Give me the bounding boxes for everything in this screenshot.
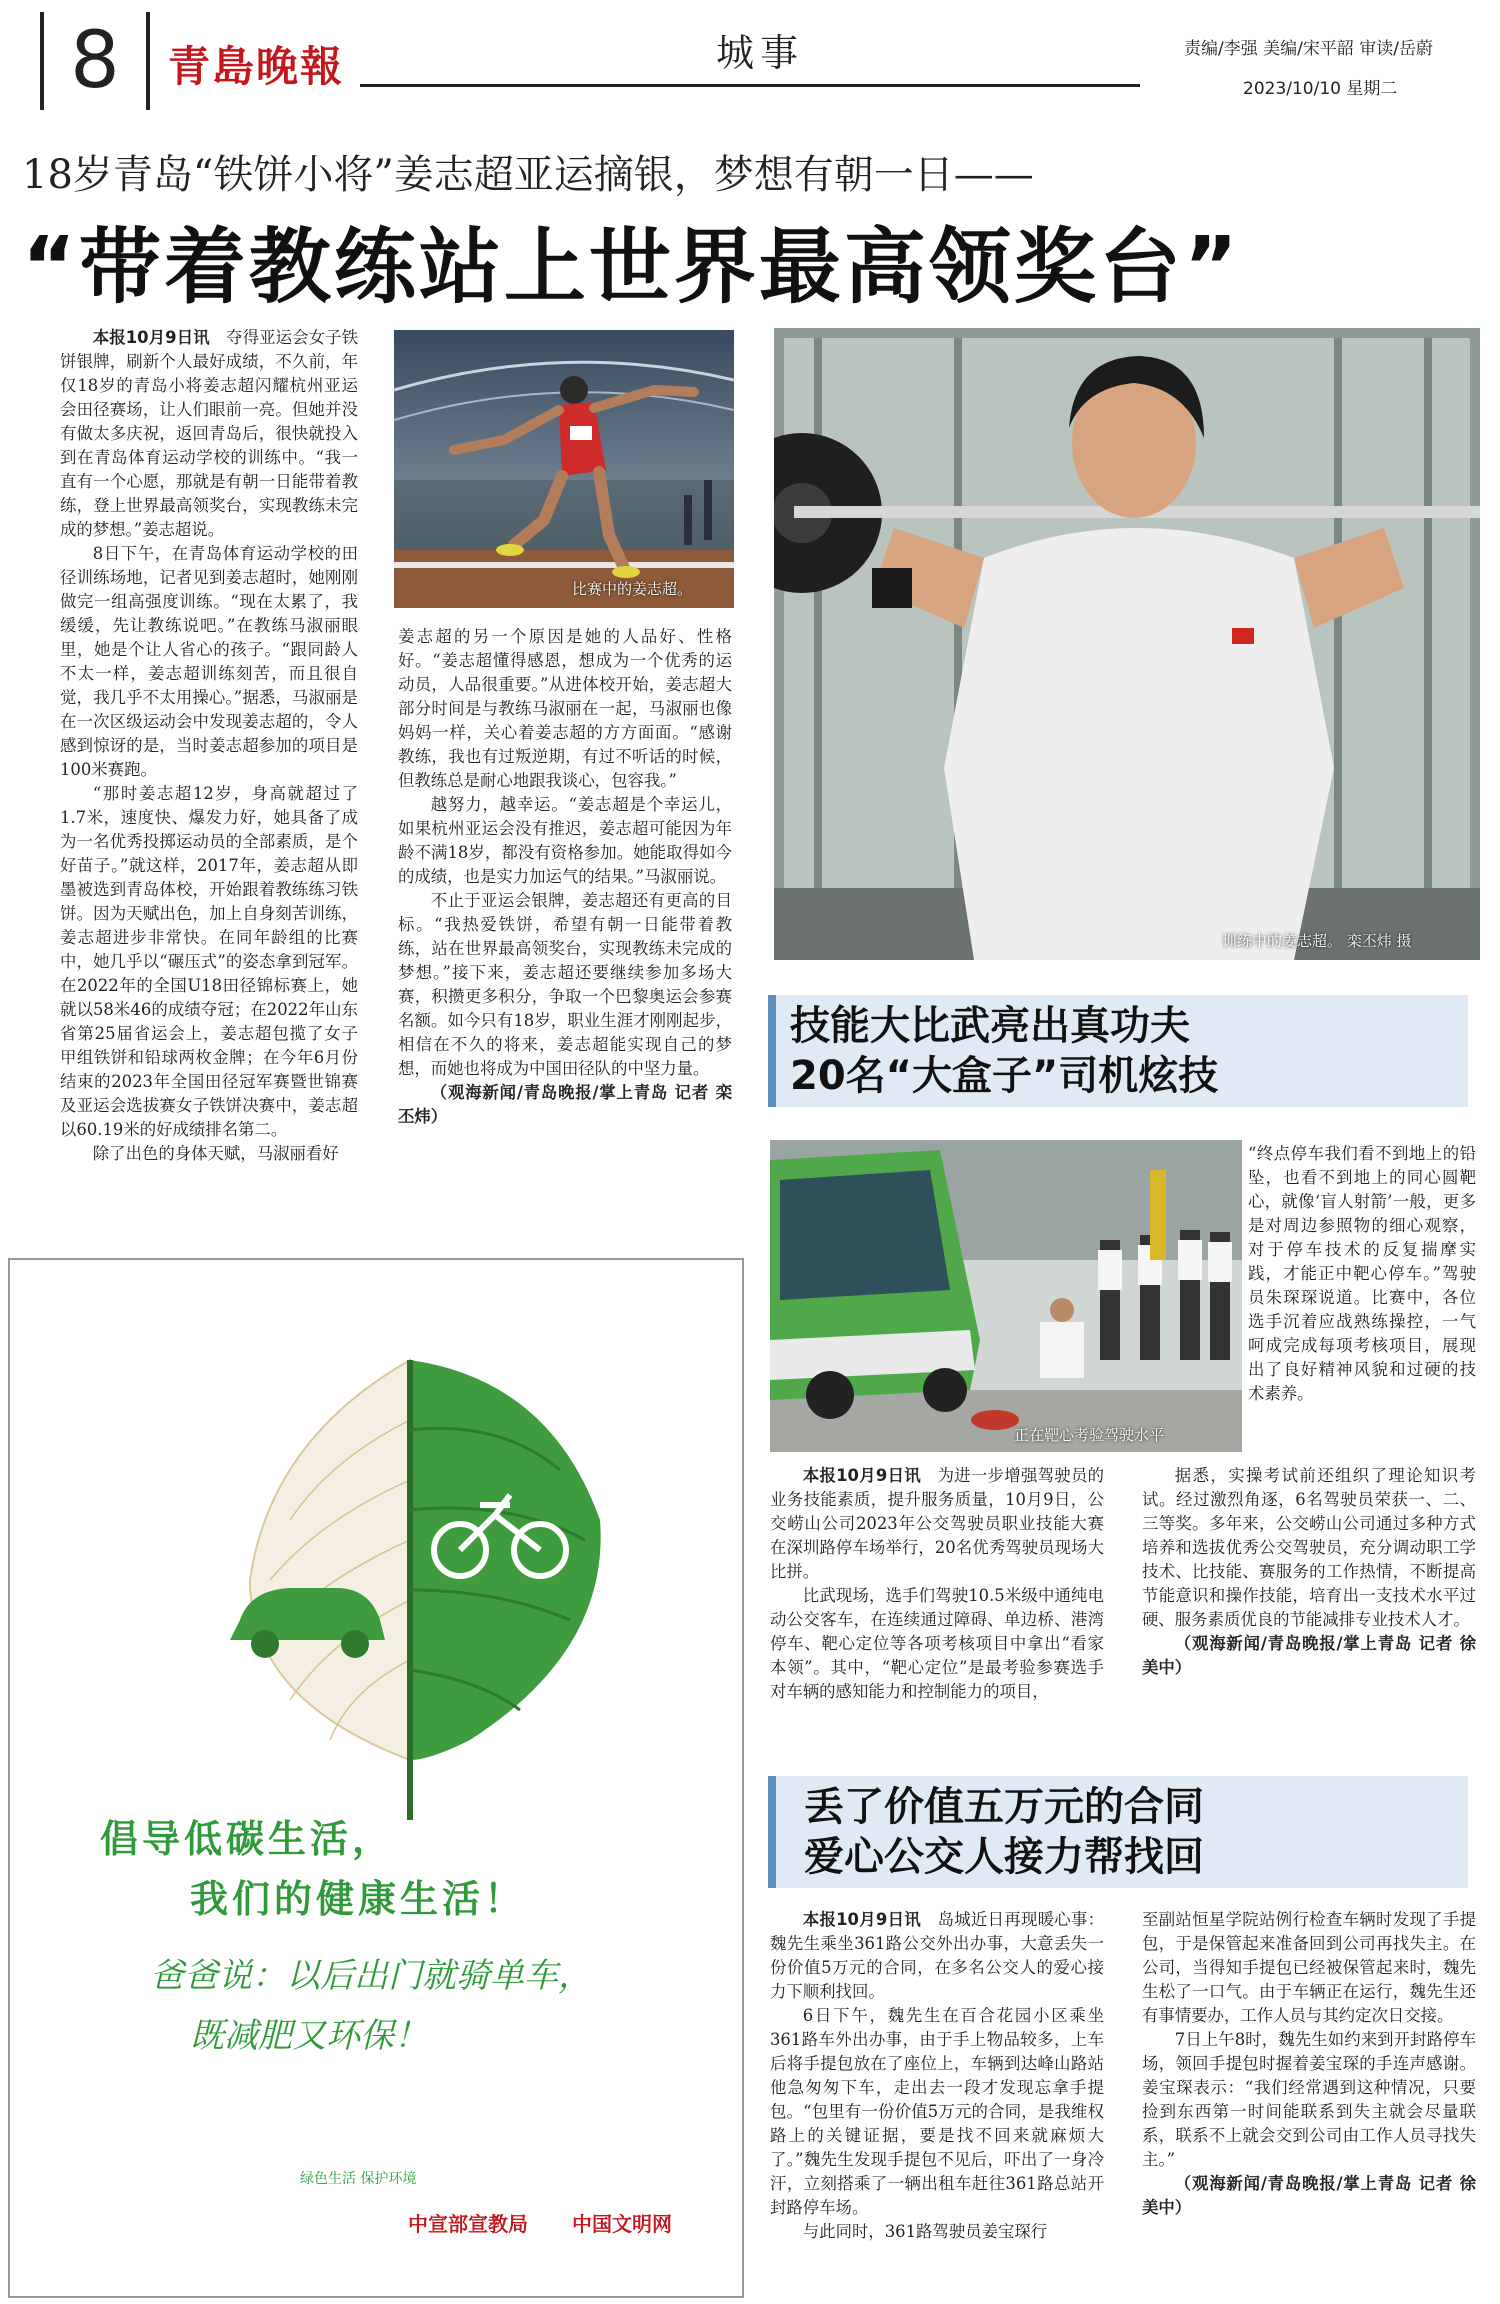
story1-column-2 — [398, 625, 732, 1241]
story2-title-line1: 技能大比武亮出真功夫 — [790, 1003, 1190, 1049]
photo-bus-competition — [770, 1140, 1242, 1452]
story2-lead: 本报10月9日讯 — [802, 1466, 921, 1485]
story1-paragraph: 8日下午，在青岛体育运动学校的田径训练场地，记者见到姜志超时，她刚刚做完一组高强度训练。“现在太累了，我缓缓，先让教练说吧。”在教练马淑丽眼里，她是个让人省心的孩子。“跟同龄人不太一样，姜志超训练刻苦，而且很自觉，我几乎不太用操心。”据悉，马淑丽是在一次区级运动会中发现姜志超的，令人感到惊讶的是，当时姜志超参加的项目是100米赛跑。 — [60, 544, 358, 779]
story3-paragraph: 7日上午8时，魏先生如约来到开封路停车场，领回手提包时握着姜宝琛的手连声感谢。姜宝琛表示：“我们经常遇到这种情况，只要捡到东西第一时间能联系到失主就会尽量联系，联系不上就会交到公司由工作人员寻找失主。” — [1142, 2030, 1476, 2169]
story1-paragraph: 夺得亚运会女子铁饼银牌，刷新个人最好成绩，不久前，年仅18岁的青岛小将姜志超闪耀杭州亚运会田径赛场，让人们眼前一亮。但她并没有做太多庆祝，返回青岛后，很快就投入到在青岛体育运动学校的训练中。“我一直有一个心愿，那就是有朝一日能带着教练，登上世界最高领奖台，实现教练未完成的梦想。”姜志超说。 — [60, 328, 358, 539]
public-service-ad — [8, 1258, 744, 2298]
story2-byline: （观海新闻/青岛晚报/掌上青岛 记者 徐美中） — [1142, 1634, 1476, 1677]
story2-paragraph: “终点停车我们看不到地上的铅坠，也看不到地上的同心圆靶心，就像‘盲人射箭’一般，更多是对周边参照物的细心观察，对于停车技术的反复揣摩实践，才能正中靶心停车。”驾驶员朱琛琛说道。比赛中，各位选手沉着应战熟练操控，一气呵成完成每项考核项目，展现出了良好精神风貌和过硬的技术素养。 — [1248, 1144, 1476, 1403]
discus-photo-illustration — [394, 330, 734, 608]
story2-paragraph: 为进一步增强驾驶员的业务技能素质，提升服务质量，10月9日，公交崂山公司2023年公交驾驶员职业技能大赛在深圳路停车场举行，20名优秀驾驶员现场大比拼。 — [770, 1466, 1104, 1581]
ad-small-text: 绿色生活 保护环境 — [300, 2171, 417, 2187]
story3-paragraph: 至副站恒星学院站例行检查车辆时发现了手提包，于是保管起来准备回到公司再找失主。在公司，当得知手提包已经被保管起来时，魏先生松了一口气。由于车辆正在运行，魏先生还有事情要办，工作人员与其约定次日交接。 — [1142, 1910, 1476, 2025]
story2-title-line2: 20名“大盒子”司机炫技 — [790, 1053, 1219, 1099]
story2-headline-box — [768, 995, 1468, 1107]
story3-paragraph: 岛城近日再现暖心事：魏先生乘坐361路公交外出办事，大意丢失一份价值5万元的合同，在多名公交人的爱心接力下顺利找回。 — [770, 1910, 1104, 2001]
story1-paragraph: 姜志超的另一个原因是她的人品好、性格好。“姜志超懂得感恩，想成为一个优秀的运动员，人品很重要。”从进体校开始，姜志超大部分时间是与教练马淑丽在一起，马淑丽也像妈妈一样，关心着姜志超的方方面面。“感谢教练，我也有过叛逆期，有过不听话的时候，但教练总是耐心地跟我谈心，包容我。” — [398, 627, 732, 790]
ad-organization-1: 中宣部宣教局 — [408, 2212, 528, 2236]
newspaper-logo: 青島晚報 — [168, 42, 345, 91]
story3-paragraph: 与此同时，361路驾驶员姜宝琛行 — [802, 2222, 1048, 2241]
ad-organization-2: 中国文明网 — [572, 2212, 672, 2236]
editors-credit: 责编/李强 美编/宋平韶 审读/岳蔚 — [1184, 39, 1433, 59]
bus-photo-illustration — [770, 1140, 1242, 1452]
story2-paragraph: 比武现场，选手们驾驶10.5米级中通纯电动公交客车，在连续通过障碍、单边桥、港湾停车、靶心定位等各项考核项目中拿出“看家本领”。其中，“靶心定位”是最考验参赛选手对车辆的感知能力和控制能力的项目， — [770, 1586, 1104, 1701]
story3-column-right — [1142, 1908, 1476, 2296]
story2-paragraph: 据悉，实操考试前还组织了理论知识考试。经过激烈角逐，6名驾驶员荣获一、二、三等奖。多年来，公交崂山公司通过多种方式培养和选拔优秀公交驾驶员，充分调动职工学技术、比技能、赛服务的工作热情，不断提高节能意识和操作技能，培育出一支技术水平过硬、服务素质优良的节能减排专业技术人才。 — [1142, 1466, 1476, 1629]
story3-lead: 本报10月9日讯 — [802, 1910, 921, 1929]
story2-column-right-top — [1248, 1142, 1476, 1464]
header-rule — [360, 84, 1140, 87]
page-number: 8 — [40, 12, 150, 110]
story1-kicker: 18岁青岛“铁饼小将”姜志超亚运摘银，梦想有朝一日—— — [22, 152, 1034, 198]
story3-headline-box — [768, 1776, 1468, 1888]
leaf-icon — [210, 1320, 630, 1840]
photo-training-barbell — [774, 328, 1480, 960]
ad-slogan-line3: 爸爸说：以后出门就骑单车， — [150, 1956, 592, 1996]
photo-discus-throw — [394, 330, 734, 608]
photo1-caption: 比赛中的姜志超。 — [572, 580, 693, 598]
story3-byline: （观海新闻/青岛晚报/掌上青岛 记者 徐美中） — [1142, 2174, 1476, 2217]
story1-byline: （观海新闻/青岛晚报/掌上青岛 记者 栾丕炜） — [398, 1083, 732, 1126]
ad-slogan-line2: 我们的健康生活！ — [190, 1877, 527, 1921]
photo2-caption: 训练中的姜志超。 栾丕炜 摄 — [1222, 932, 1412, 950]
story3-paragraph: 6日下午，魏先生在百合花园小区乘坐361路车外出办事，由于手上物品较多，上车后将手提包放在了座位上，车辆到达峰山路站他急匆匆下车，走出去一段才发现忘拿手提包。“包里有一份价值5万元的合同，是我维权路上的关键证据，要是找不回来就麻烦大了。”魏先生发现手提包不见后，吓出了一身冷汗，立刻搭乘了一辆出租车赶往361路总站开封路停车场。 — [770, 2006, 1104, 2217]
story1-lead: 本报10月9日讯 — [92, 328, 210, 347]
story3-title-line1: 丢了价值五万元的合同 — [804, 1784, 1204, 1830]
story1-column-1 — [60, 326, 358, 1241]
story2-column-right-bottom — [1142, 1464, 1476, 1750]
story1-paragraph: 除了出色的身体天赋，马淑丽看好 — [92, 1144, 339, 1163]
story1-paragraph: “那时姜志超12岁，身高就超过了1.7米，速度快、爆发力好，她具备了成为一名优秀投掷运动员的全部素质，是个好苗子。”就这样，2017年，姜志超从即墨被选到青岛体校，开始跟着教练练习铁饼。因为天赋出色，加上自身刻苦训练，姜志超进步非常快。在同年龄组的比赛中，她几乎以“碾压式”的姿态拿到冠军。在2022年的全国U18田径锦标赛上，她就以58米46的成绩夺冠；在2022年山东省第25届省运会上，姜志超包揽了女子甲组铁饼和铅球两枚金牌；在今年6月份结束的2023年全国田径冠军赛暨世锦赛及亚运会选拔赛女子铁饼决赛中，姜志超以60.19米的好成绩排名第二。 — [60, 784, 358, 1139]
story3-column-left — [770, 1908, 1104, 2296]
story2-photo-caption: 正在靶心考验驾驶水平 — [1014, 1426, 1165, 1444]
story3-title-line2: 爱心公交人接力帮找回 — [804, 1834, 1204, 1880]
story1-paragraph: 不止于亚运会银牌，姜志超还有更高的目标。“我热爱铁饼，希望有朝一日能带着教练，站在世界最高领奖台，实现教练未完成的梦想。”接下来，姜志超还要继续参加多场大赛，积攒更多积分，争取一个巴黎奥运会参赛名额。如今只有18岁，职业生涯才刚刚起步，相信在不久的将来，姜志超能实现自己的梦想，而她也将成为中国田径队的中坚力量。 — [398, 891, 732, 1078]
issue-date: 2023/10/10 星期二 — [1243, 79, 1398, 99]
section-title: 城事 — [716, 31, 805, 75]
ad-slogan-line4: 既减肥又环保！ — [190, 2016, 428, 2056]
training-photo-illustration — [774, 328, 1480, 960]
story1-title: “带着教练站上世界最高领奖台” — [22, 220, 1241, 315]
ad-slogan-line1: 倡导低碳生活， — [100, 1817, 395, 1861]
story1-paragraph: 越努力，越幸运。“姜志超是个幸运儿，如果杭州亚运会没有推迟，姜志超可能因为年龄不满18岁，都没有资格参加。她能取得如今的成绩，也是实力加运气的结果。”马淑丽说。 — [398, 795, 732, 886]
story2-column-left — [770, 1464, 1104, 1750]
